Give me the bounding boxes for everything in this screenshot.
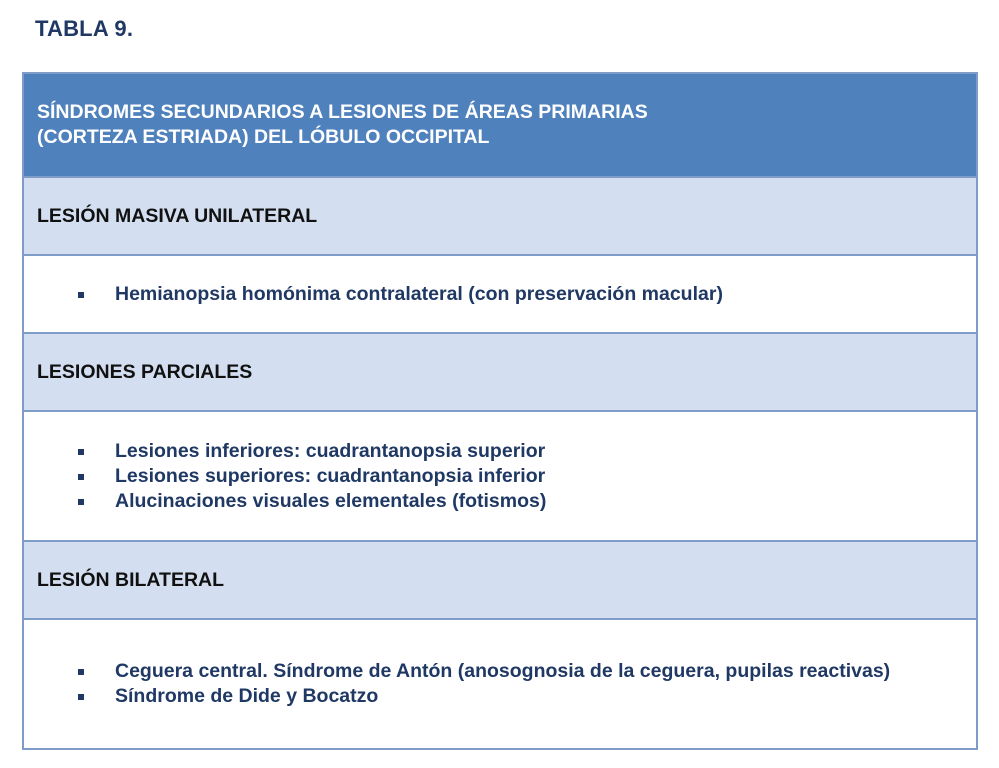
section-heading-lesiones-parciales: LESIONES PARCIALES — [24, 334, 976, 412]
table-title — [24, 74, 976, 178]
list-item — [24, 439, 976, 464]
list-item-text: Lesiones superiores: cuadrantanopsia inferior — [115, 464, 546, 487]
list-item — [24, 684, 976, 709]
section-heading-lesion-bilateral: LESIÓN BILATERAL — [24, 542, 976, 620]
list-item-text: Lesiones inferiores: cuadrantanopsia superior — [115, 439, 546, 462]
bullet-icon — [78, 669, 84, 675]
bullet-icon — [78, 474, 84, 480]
table-title-line-1: SÍNDROMES SECUNDARIOS A LESIONES DE ÁREAS PRIMARIAS — [37, 101, 648, 123]
bullet-icon — [78, 449, 84, 455]
bullet-icon — [78, 694, 84, 700]
syndromes-table — [22, 72, 978, 750]
list-item-text: Ceguera central. Síndrome de Antón (anosognosia de la ceguera, pupilas reactivas) — [115, 660, 891, 682]
list-item — [24, 282, 976, 307]
section-items-lesiones-parciales — [24, 412, 976, 542]
bullet-icon — [78, 292, 84, 298]
table-label: TABLA 9. — [35, 16, 134, 41]
list-item — [24, 489, 976, 514]
bullet-icon — [78, 499, 84, 505]
section-items-masiva-unilateral — [24, 256, 976, 334]
list-item-text: Hemianopsia homónima contralateral (con preservación macular) — [115, 282, 723, 305]
section-heading-masiva-unilateral: LESIÓN MASIVA UNILATERAL — [24, 178, 976, 256]
table-title-line-2: (CORTEZA ESTRIADA) DEL LÓBULO OCCIPITAL — [37, 126, 490, 148]
list-item — [24, 659, 976, 684]
list-item-text: Síndrome de Dide y Bocatzo — [115, 685, 379, 707]
list-item — [24, 464, 976, 489]
list-item-text: Alucinaciones visuales elementales (fotismos) — [115, 489, 547, 512]
section-items-lesion-bilateral — [24, 620, 976, 748]
